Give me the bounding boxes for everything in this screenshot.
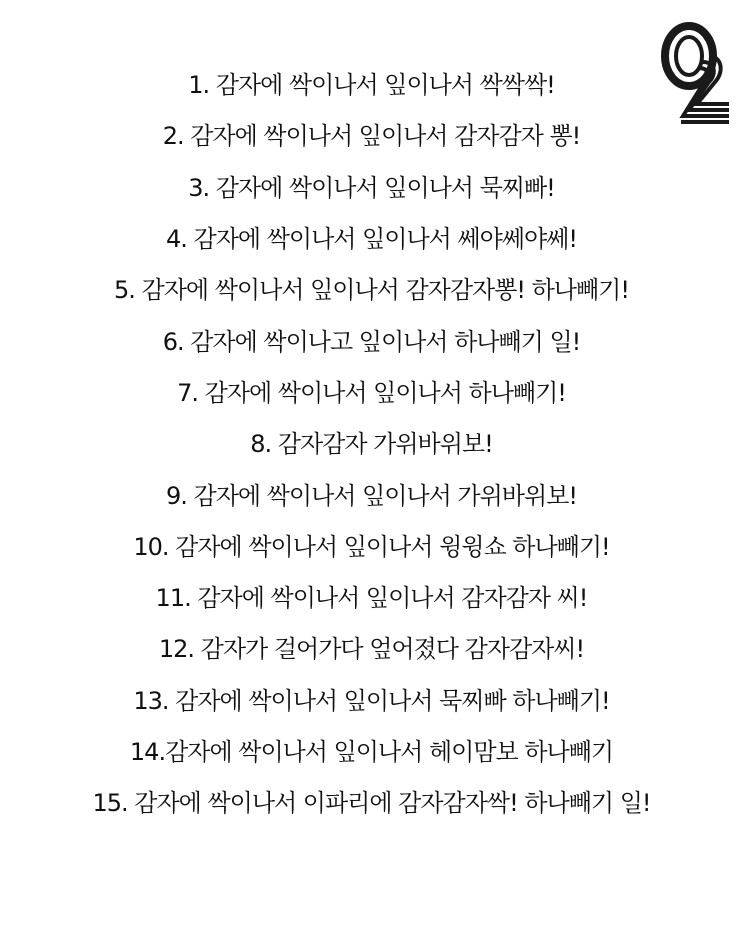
chant-list [0, 57, 743, 826]
list-item: 4. 감자에 싹이나서 잎이나서 쎄야쎄야쎄! [166, 225, 577, 254]
list-item: 2. 감자에 싹이나서 잎이나서 감자감자 뽕! [162, 122, 581, 151]
list-item: 3. 감자에 싹이나서 잎이나서 묵찌빠! [188, 173, 555, 202]
list-item: 10. 감자에 싹이나서 잎이나서 윙윙쇼 하나빼기! [133, 532, 610, 561]
list-item: 7. 감자에 싹이나서 잎이나서 하나빼기! [177, 378, 566, 407]
list-item: 11. 감자에 싹이나서 잎이나서 감자감자 씨! [155, 584, 588, 613]
list-item: 14.감자에 싹이나서 잎이나서 헤이맘보 하나빼기 [129, 738, 614, 766]
list-item: 8. 감자감자 가위바위보! [250, 430, 493, 459]
list-item: 1. 감자에 싹이나서 잎이나서 싹싹싹! [188, 71, 555, 100]
list-item: 15. 감자에 싹이나서 이파리에 감자감자싹! 하나빼기 일! [92, 789, 651, 818]
list-item: 13. 감자에 싹이나서 잎이나서 묵찌빠 하나빼기! [133, 686, 610, 715]
list-item: 9. 감자에 싹이나서 잎이나서 가위바위보! [166, 481, 577, 510]
list-item: 6. 감자에 싹이나고 잎이나서 하나빼기 일! [162, 327, 581, 356]
list-item: 12. 감자가 걸어가다 엎어졌다 감자감자씨! [158, 635, 585, 664]
list-item: 5. 감자에 싹이나서 잎이나서 감자감자뽕! 하나빼기! [114, 276, 629, 305]
